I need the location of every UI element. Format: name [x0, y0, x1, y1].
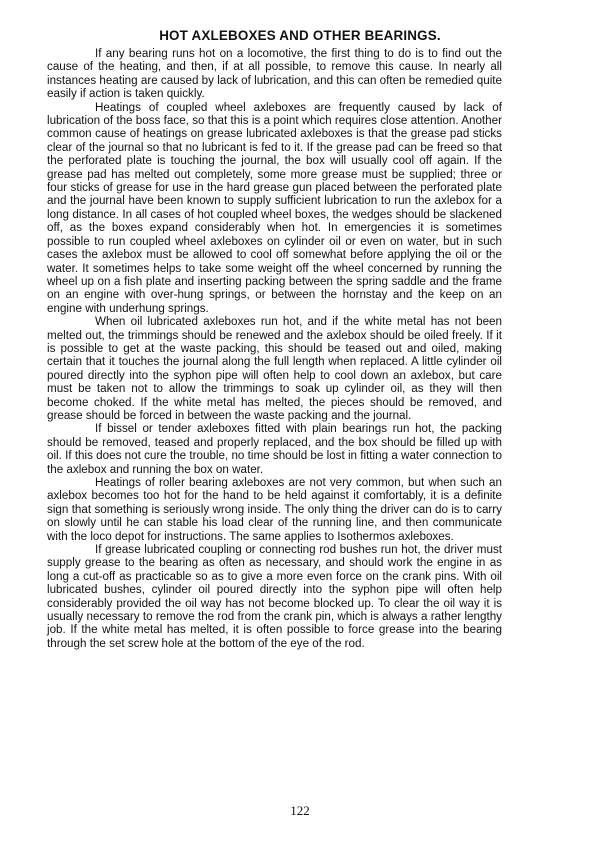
- paragraph: If any bearing runs hot on a locomotive, the first thing to do is to find out the cause of the heating, and then, if at all possible, to remove this cause. In nearly all instances heating are caused by lack of lubrication, and this can often be remedied quite easily if action is taken quickly.: [47, 47, 502, 101]
- page-number: 122: [290, 803, 310, 818]
- paragraph: If grease lubricated coupling or connecting rod bushes run hot, the driver must supply grease to the bearing as often as necessary, and should work the engine in as long a cut-off as practicable so as to give a more even force on the crank pins. With oil lubricated bushes, cylinder oil poured directly into the syphon pipe will often help considerably provided the oil way has not become blocked up. To clear the oil way it is usually necessary to remove the rod from the crank pin, which is always a rather lengthy job. If the white metal has melted, it is often possible to force grease into the bearing through the set screw hole at the bottom of the eye of the rod.: [47, 543, 502, 650]
- paragraph: If bissel or tender axleboxes fitted with plain bearings run hot, the packing should be removed, teased and properly replaced, and the box should be filled up with oil. If this does not cure the trouble, no time should be lost in fitting a water connection to the axlebox and running the box on water.: [47, 422, 502, 476]
- paragraph: Heatings of roller bearing axleboxes are not very common, but when such an axlebox becomes too hot for the hand to be held against it comfortably, it is a definite sign that something is seriously wrong inside. The only thing the driver can do is to carry on slowly until he can stable his load clear of the running line, and then communicate with the loco depot for instructions. The same applies to Isothermos axleboxes.: [47, 476, 502, 543]
- paragraph: Heatings of coupled wheel axleboxes are frequently caused by lack of lubrication of the boss face, so that this is a point which requires close attention. Another common cause of heatings on grease lubricated axleboxes is that the grease pad sticks clear of the journal so that no lubricant is fed to it. If the grease pad can be freed so that the perforated plate is touching the journal, the box will usually cool off again. If the grease pad has melted out completely, some more grease must be supplied; three or four sticks of grease for use in the hard grease gun placed between the perforated plate and the journal have been known to supply sufficient lubrication to run the axlebox for a long distance. In all cases of hot coupled wheel boxes, the wedges should be slackened off, as the boxes expand considerably when hot. In emergencies it is sometimes possible to run coupled wheel axleboxes on cylinder oil or even on water, but in such cases the axlebox must be allowed to cool off somewhat before applying the oil or the water. It sometimes helps to take some weight off the wheel concerned by running the wheel up on a fish plate and inserting packing between the spring saddle and the frame on an engine with over-hung springs, or between the hornstay and the keep on an engine with underhung springs.: [47, 100, 502, 315]
- paragraph: When oil lubricated axleboxes run hot, and if the white metal has not been melted out, the trimmings should be renewed and the axlebox should be oiled freely. If it is possible to get at the waste packing, this should be teased out and oiled, making certain that it touches the journal along the full length when replaced. A little cylinder oil poured directly into the syphon pipe will often help to cool down an axlebox, but care must be taken not to allow the trimmings to soak up cylinder oil, as they will then become choked. If the white metal has melted, the pieces should be removed, and grease should be forced in between the waste packing and the journal.: [47, 315, 502, 422]
- body-text: [47, 47, 502, 650]
- page-heading: HOT AXLEBOXES AND OTHER BEARINGS.: [159, 28, 441, 43]
